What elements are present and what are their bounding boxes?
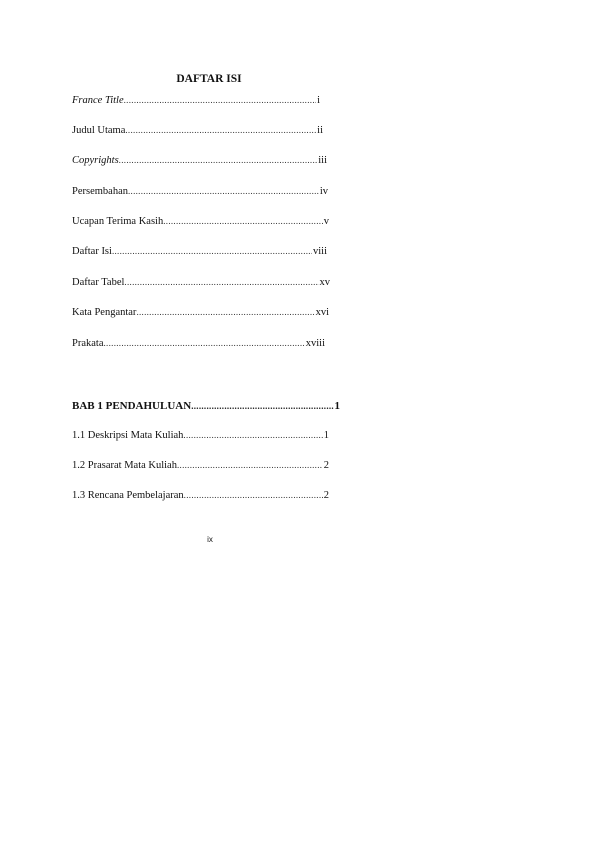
- dot-leader: [184, 490, 323, 500]
- dot-leader: [119, 155, 318, 165]
- toc-entry-label: France Title: [72, 95, 124, 106]
- toc-entry-label: Ucapan Terima Kasih: [72, 216, 164, 227]
- toc-entry-page: ii: [317, 125, 323, 136]
- dot-leader: [124, 95, 316, 105]
- toc-entry-france-title[interactable]: [72, 95, 320, 106]
- dot-leader: [163, 216, 323, 226]
- toc-entry-label: Judul Utama: [72, 125, 126, 136]
- dot-leader: [183, 430, 322, 440]
- toc-entry-page: iv: [319, 186, 328, 197]
- dot-leader: [191, 401, 333, 411]
- toc-entry-label: Daftar Tabel: [72, 277, 125, 288]
- toc-entry-label: Prakata: [72, 338, 104, 349]
- toc-entry-label: Persembahan: [72, 186, 128, 197]
- toc-section-page: 1: [323, 430, 329, 441]
- dot-leader: [124, 277, 318, 287]
- toc-entry-label: Daftar Isi: [72, 246, 112, 257]
- toc-section-label: 1.1 Deskripsi Mata Kuliah: [72, 430, 184, 441]
- toc-entry-page: xvi: [315, 307, 329, 318]
- toc-entry-persembahan[interactable]: [72, 186, 328, 197]
- toc-section-label: 1.3 Rencana Pembelajaran: [72, 490, 184, 501]
- dot-leader: [112, 246, 312, 256]
- toc-section-page: 2: [323, 460, 329, 471]
- toc-entry-ucapan-terima-kasih[interactable]: [72, 216, 329, 227]
- dot-leader: [136, 307, 314, 317]
- toc-entry-daftar-isi[interactable]: [72, 246, 327, 257]
- toc-section-page: 2: [323, 490, 329, 501]
- toc-entry-page: v: [323, 216, 329, 227]
- toc-entry-page: viii: [312, 246, 327, 257]
- dot-leader: [128, 186, 319, 196]
- toc-chapter-page: 1: [334, 400, 340, 412]
- page-number: ix: [207, 535, 213, 544]
- toc-entry-kata-pengantar[interactable]: [72, 307, 329, 318]
- toc-section-1-2[interactable]: [72, 460, 329, 471]
- toc-entry-prakata[interactable]: [72, 338, 325, 349]
- toc-entry-page: iii: [318, 155, 327, 166]
- dot-leader: [177, 460, 323, 470]
- toc-entry-copyrights[interactable]: [72, 155, 327, 166]
- toc-section-1-3[interactable]: [72, 490, 329, 501]
- toc-entry-label: Kata Pengantar: [72, 307, 137, 318]
- toc-section-1-1[interactable]: [72, 430, 329, 441]
- dot-leader: [125, 125, 316, 135]
- toc-entry-judul-utama[interactable]: [72, 125, 323, 136]
- toc-entry-page: xv: [319, 277, 330, 288]
- toc-chapter-bab-1[interactable]: [72, 400, 340, 412]
- toc-entry-page: i: [317, 95, 320, 106]
- dot-leader: [104, 338, 305, 348]
- page-title: DAFTAR ISI: [176, 73, 242, 85]
- toc-entry-label: Copyrights: [72, 155, 119, 166]
- toc-section-label: 1.2 Prasarat Mata Kuliah: [72, 460, 177, 471]
- toc-chapter-label: BAB 1 PENDAHULUAN: [72, 400, 192, 412]
- toc-entry-daftar-tabel[interactable]: [72, 277, 330, 288]
- toc-entry-page: xviii: [305, 338, 325, 349]
